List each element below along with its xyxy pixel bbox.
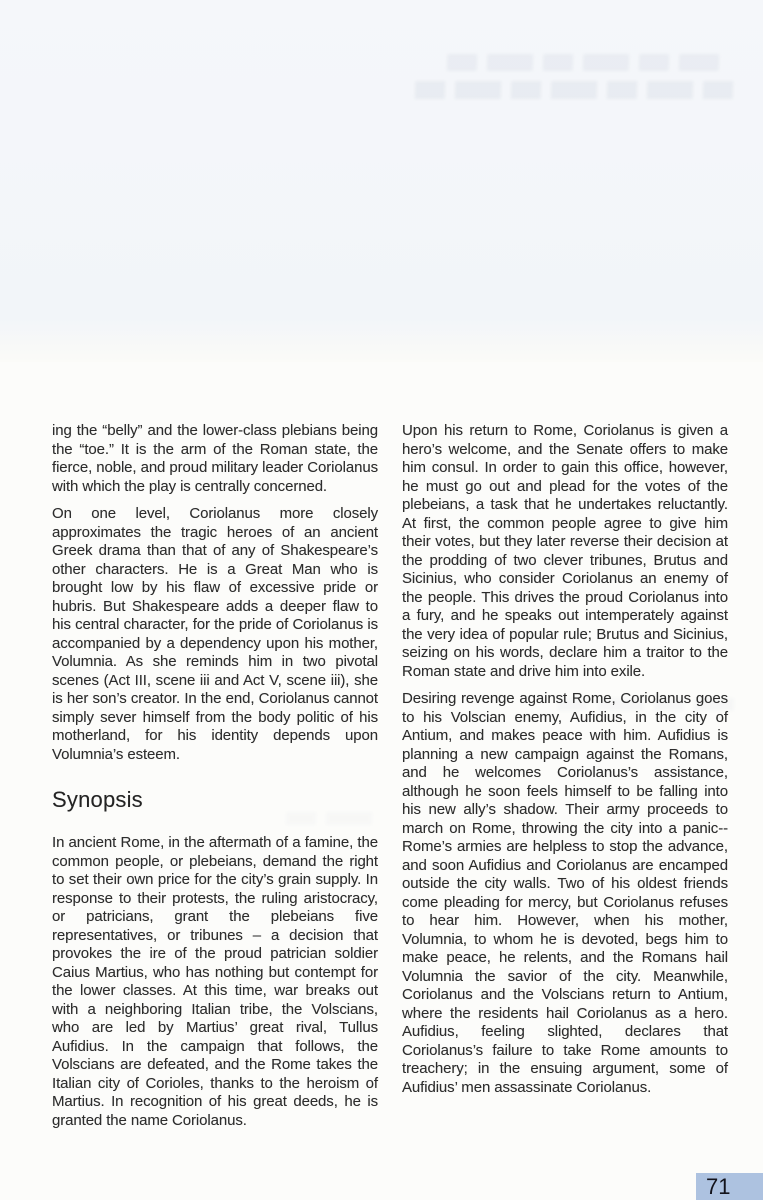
body-paragraph: ing the “belly” and the lower-class plebians being the “toe.” It is the arm of the Roman state, the fierce, noble, and proud military leader Coriolanus with which the play is centrally concerned. <box>52 422 378 495</box>
synopsis-heading: Synopsis <box>52 787 143 812</box>
body-paragraph: In ancient Rome, in the aftermath of a famine, the common people, or plebeians, demand the right to set their own price for the city’s grain supply. In response to their protests, the ruling aristocracy, or patricians, grant the plebeians five representatives, or tribunes – a decision that provokes the ire of the proud patrician soldier Caius Martius, who has nothing but contempt for the lower classes. At this time, war breaks out with a neighboring Italian tribe, the Volscians, who are led by Martius’ great rival, Tullus Aufidius. In the campaign that follows, the Volscians are defeated, and the Rome takes the Italian city of Corioles, thanks to the heroism of Martius. In recognition of his great deeds, he is granted the name Coriolanus. <box>52 834 378 1129</box>
body-paragraph: Upon his return to Rome, Coriolanus is given a hero’s welcome, and the Senate offers to make him consul. In order to gain this office, however, he must go out and plead for the votes of the plebeians, a task that he undertakes reluctantly. At first, the common people agree to give him their votes, but they later reverse their decision at the prodding of two clever tribunes, Brutus and Sicinius, who consider Coriolanus an enemy of the people. This drives the proud Coriolanus into a fury, and he speaks out intemperately against the very idea of popular rule; Brutus and Sicinius, seizing on his words, declare him a traitor to the Roman state and drive him into exile. <box>402 422 728 680</box>
show-through-artifact <box>415 81 740 99</box>
page-number: 71 <box>706 1174 731 1199</box>
left-column <box>52 422 378 1139</box>
right-column <box>402 422 728 1139</box>
show-through-artifact <box>447 54 719 71</box>
two-column-text-block <box>52 422 728 1139</box>
body-paragraph: Desiring revenge against Rome, Coriolanus goes to his Volscian enemy, Aufidius, in the city of Antium, and makes peace with him. Aufidius is planning a new campaign against the Romans, and he welcomes Coriolanus’s assistance, although he soon feels himself to be falling into his new ally’s shadow. Their army proceeds to march on Rome, throwing the city into a panic--Rome’s armies are helpless to stop the advance, and soon Aufidius and Coriolanus are encamped outside the city walls. Two of his oldest friends come pleading for mercy, but Coriolanus refuses to hear him. However, when his mother, Volumnia, to whom he is devoted, begs him to make peace, he relents, and the Romans hail Volumnia the savior of the city. Meanwhile, Coriolanus and the Volscians return to Antium, where the residents hail Coriolanus as a hero. Aufidius, feeling slighted, declares that Coriolanus’s failure to take Rome amounts to treachery; in the ensuing argument, some of Aufidius’ men assassinate Coriolanus. <box>402 690 728 1096</box>
body-paragraph: On one level, Coriolanus more closely approximates the tragic heroes of an ancient Greek drama than that of any of Shakespeare’s other characters. He is a Great Man who is brought low by his flaw of excessive pride or hubris. But Shakespeare adds a deeper flaw to his central character, for the pride of Coriolanus is accompanied by a dependency upon his mother, Volumnia. As she reminds him in two pivotal scenes (Act III, scene iii and Act V, scene iii), she is her son’s creator. In the end, Coriolanus cannot simply sever himself from the body politic of his motherland, for his identity depends upon Volumnia’s esteem. <box>52 505 378 763</box>
page-number-badge <box>696 1173 763 1200</box>
